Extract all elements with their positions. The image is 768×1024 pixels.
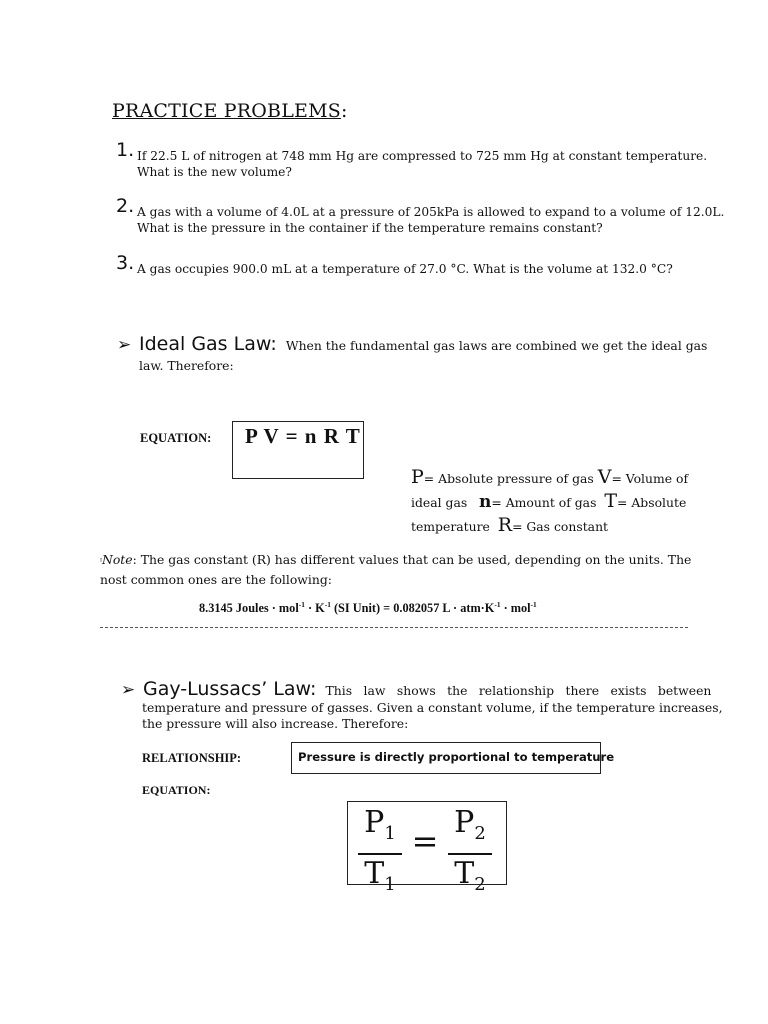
gay-lussac-heading-row: ➢ Gay-Lussacs’ Law: This law shows the relationship there exists between	[121, 678, 712, 700]
equation-label-gay: EQUATION:	[142, 783, 211, 797]
practice-title: PRACTICE PROBLEMS:	[112, 100, 348, 122]
equation-box	[232, 421, 364, 479]
problem-number: 3.	[116, 252, 135, 274]
relationship-text: Pressure is directly proportional to temperature	[298, 750, 615, 764]
ideal-gas-equation: P V = n R T	[245, 424, 361, 448]
gay-lussac-equation-box	[347, 801, 507, 895]
note: ᴵNote: The gas constant (R) has different values that can be used, depending on the units. The nost common ones are the following:	[100, 552, 692, 587]
gas-constant-values: 8.3145 Joules · $mol^{-1} \cdot K^{-1}$ (SI Unit) = 0.082057 $L \cdot atm\cdot K^{-1} \cdot mol^{-1}$	[199, 600, 537, 616]
relationship-box	[291, 742, 615, 774]
fraction-left: $P_1$ $T_1$	[358, 806, 402, 902]
problem-number: 1.	[116, 139, 135, 161]
arrow-bullet-icon: ➢	[121, 680, 136, 700]
arrow-bullet-icon: ➢	[117, 335, 132, 355]
relationship-label: RELATIONSHIP:	[142, 751, 242, 765]
ideal-gas-heading-row: ➢ Ideal Gas Law: When the fundamental gas laws are combined we get the ideal gas	[117, 333, 708, 355]
equation-label: EQUATION:	[140, 431, 212, 445]
ideal-gas-heading: Ideal Gas Law:	[139, 333, 277, 355]
ideal-gas-desc: law. Therefore:	[139, 358, 234, 373]
problem-1: 1. If 22.5 L of nitrogen at 748 mm Hg are compressed to 725 mm Hg at constant temperature. What is the new volume?	[116, 139, 708, 179]
problem-3: 3. A gas occupies 900.0 mL at a temperature of 27.0 °C. What is the volume at 132.0 °C?	[116, 252, 673, 276]
variable-legend: P= Absolute pressure of gas V= Volume of ideal gas n= Amount of gas T= Absolute temperature R= Gas constant	[411, 466, 689, 536]
section-divider	[100, 627, 688, 628]
gay-lussac-heading: Gay-Lussacs’ Law:	[143, 678, 317, 700]
problem-number: 2.	[116, 195, 135, 217]
problem-2: 2. A gas with a volume of 4.0L at a pressure of 205kPa is allowed to expand to a volume of 12.0L. What is the pressure in the container if the temperature remains constant?	[116, 195, 725, 235]
fraction-right: $P_2$ $T_2$	[448, 806, 492, 902]
gay-lussac-desc: temperature and pressure of gasses. Given a constant volume, if the temperature increases, the pressure will also increase. Therefore:	[142, 700, 723, 731]
equals-sign: =	[411, 822, 439, 860]
